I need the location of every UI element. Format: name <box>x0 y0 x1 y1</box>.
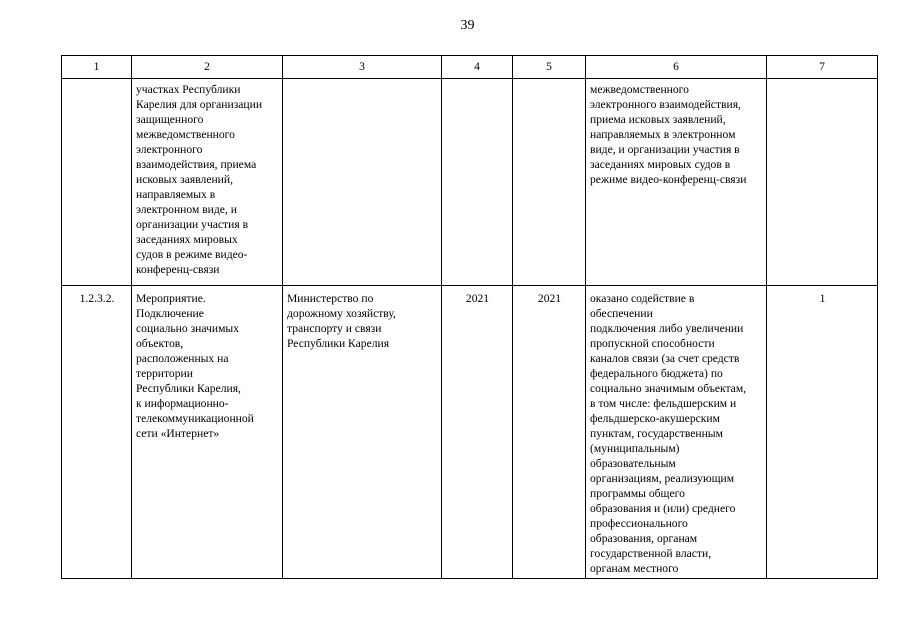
column-header-4: 4 <box>442 56 513 79</box>
cell-responsible <box>283 79 442 286</box>
cell-number <box>62 79 132 286</box>
cell-indicator: 1 <box>767 286 878 579</box>
column-header-1: 1 <box>62 56 132 79</box>
table-row-1-2-3-2 <box>62 286 878 579</box>
cell-result: оказано содействие в обеспечении подключения либо увеличении пропускной способности каналов связи (за счет средств федерального бюджета) по социально значимым объектам, в том числе: фельдшерским и фельдшерско-акушерским пунктам, государственным (муниципальным) образовательным организациям, реализующим программы общего образования и (или) среднего профессионального образования, органам государственной власти, органам местного <box>586 286 767 579</box>
column-header-3: 3 <box>283 56 442 79</box>
cell-number: 1.2.3.2. <box>62 286 132 579</box>
document-table <box>61 55 878 579</box>
cell-start-year: 2021 <box>442 286 513 579</box>
cell-end-year <box>513 79 586 286</box>
cell-responsible: Министерство по дорожному хозяйству, транспорту и связи Республики Карелия <box>283 286 442 579</box>
cell-event-name: участках Республики Карелия для организации защищенного межведомственного электронного взаимодействия, приема исковых заявлений, направляемых в электронном виде, и организации участия в заседаниях мировых судов в режиме видео- конференц-связи <box>132 79 283 286</box>
column-header-6: 6 <box>586 56 767 79</box>
cell-end-year: 2021 <box>513 286 586 579</box>
cell-result: межведомственного электронного взаимодействия, приема исковых заявлений, направляемых в электронном виде, и организации участия в заседаниях мировых судов в режиме видео-конференц-связи <box>586 79 767 286</box>
column-header-5: 5 <box>513 56 586 79</box>
column-header-7: 7 <box>767 56 878 79</box>
cell-indicator <box>767 79 878 286</box>
table-row-continuation <box>62 79 878 286</box>
cell-start-year <box>442 79 513 286</box>
page-number: 39 <box>460 18 475 33</box>
table-header-row <box>62 56 878 79</box>
column-header-2: 2 <box>132 56 283 79</box>
cell-event-name: Мероприятие. Подключение социально значимых объектов, расположенных на территории Республики Карелия, к информационно- телекоммуникационной сети «Интернет» <box>132 286 283 579</box>
